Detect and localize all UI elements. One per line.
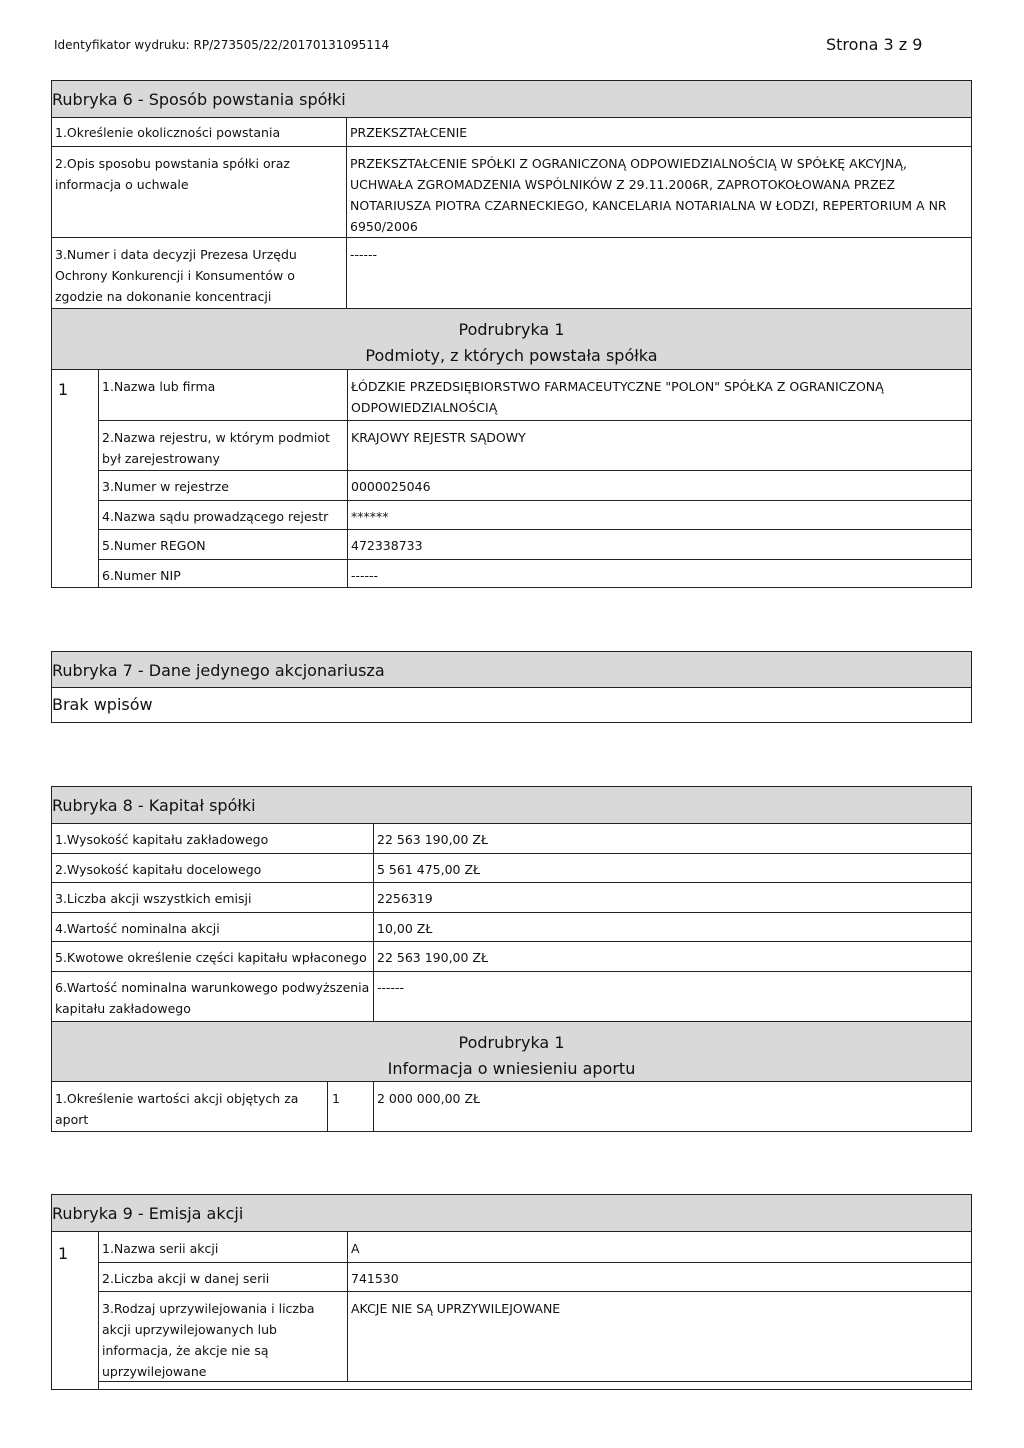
section-title: Rubryka 7 - Dane jedynego akcjonariusza (52, 652, 971, 687)
subsection-title-line-2: Podmioty, z których powstała spółka (365, 346, 658, 365)
page-number: Strona 3 z 9 (826, 35, 923, 54)
subsection-title-line-1: Podrubryka 1 (458, 1033, 565, 1052)
field-value: ------ (373, 972, 971, 1021)
table-row (52, 237, 971, 308)
field-value: 741530 (347, 1263, 971, 1291)
section-title: Rubryka 8 - Kapitał spółki (52, 787, 971, 823)
entity-number: 1 (58, 380, 69, 399)
table-row (52, 853, 971, 882)
empty-notice: Brak wpisów (52, 687, 971, 722)
section-rubryka-6 (51, 80, 972, 588)
field-label: 5.Numer REGON (102, 538, 206, 553)
subsection-title (52, 1021, 971, 1081)
section-title: Rubryka 6 - Sposób powstania spółki (52, 81, 971, 117)
field-value: ****** (347, 501, 971, 529)
field-value: ------ (346, 238, 971, 308)
field-label: 6.Numer NIP (102, 568, 181, 583)
table-row (99, 470, 971, 500)
table-row (99, 500, 971, 529)
field-value: 22 563 190,00 ZŁ (373, 942, 971, 971)
table-row (52, 882, 971, 912)
field-index: 1 (327, 1082, 373, 1131)
field-label: 2.Liczba akcji w danej serii (102, 1271, 270, 1286)
subsection-title-line-2: Informacja o wniesieniu aportu (387, 1059, 636, 1078)
field-value: AKCJE NIE SĄ UPRZYWILEJOWANE (347, 1292, 971, 1381)
field-label: 2.Wysokość kapitału docelowego (55, 862, 262, 877)
field-value: PRZEKSZTAŁCENIE (346, 118, 971, 146)
field-label: 1.Określenie okoliczności powstania (55, 125, 281, 140)
field-label: 5.Kwotowe określenie części kapitału wpłaconego (55, 950, 367, 965)
entity-fields (98, 370, 971, 587)
table-row (52, 823, 971, 853)
table-row (52, 1081, 971, 1131)
field-label: 4.Nazwa sądu prowadzącego rejestr (102, 509, 329, 524)
field-value: 10,00 ZŁ (373, 913, 971, 941)
field-value: A (347, 1232, 971, 1262)
entity-number: 1 (58, 1244, 69, 1263)
table-row (99, 1262, 971, 1291)
field-value: 2256319 (373, 883, 971, 912)
field-value: 472338733 (347, 530, 971, 559)
section-rubryka-9 (51, 1194, 972, 1390)
field-value: KRAJOWY REJESTR SĄDOWY (347, 421, 971, 470)
section-rubryka-8 (51, 786, 972, 1132)
field-label: 3.Numer w rejestrze (102, 479, 229, 494)
entity-block (52, 369, 971, 587)
field-label: 3.Rodzaj uprzywilejowania i liczba akcji uprzywilejowanych lub informacja, że akcje nie są uprzywilejowane (102, 1301, 315, 1379)
table-row (52, 971, 971, 1021)
section-title: Rubryka 9 - Emisja akcji (52, 1195, 971, 1231)
table-row (52, 146, 971, 237)
table-row (99, 370, 971, 420)
section-rubryka-7 (51, 651, 972, 723)
field-label: 3.Liczba akcji wszystkich emisji (55, 891, 252, 906)
field-value: 2 000 000,00 ZŁ (373, 1082, 971, 1131)
field-label: 1.Nazwa lub firma (102, 379, 216, 394)
print-identifier: Identyfikator wydruku: RP/273505/22/20170131095114 (54, 38, 390, 52)
field-value: PRZEKSZTAŁCENIE SPÓŁKI Z OGRANICZONĄ ODPOWIEDZIALNOŚCIĄ W SPÓŁKĘ AKCYJNĄ, UCHWAŁA ZGROMADZENIA WSPÓLNIKÓW Z 29.11.2006R, ZAPROTOKOŁOWANA PRZEZ NOTARIUSZA PIOTRA CZARNECKIEGO, KANCELARIA NOTARIALNA W ŁODZI, REPERTORIUM A NR 6950/2006 (346, 147, 971, 237)
field-label: 6.Wartość nominalna warunkowego podwyższenia kapitału zakładowego (55, 980, 370, 1016)
table-row (99, 1232, 971, 1262)
field-label: 1.Nazwa serii akcji (102, 1241, 219, 1256)
field-label: 2.Opis sposobu powstania spółki oraz informacja o uchwale (55, 156, 290, 192)
field-label: 3.Numer i data decyzji Prezesa Urzędu Ochrony Konkurencji i Konsumentów o zgodzie na dokonanie koncentracji (55, 247, 297, 304)
subsection-title-line-1: Podrubryka 1 (458, 320, 565, 339)
table-row (52, 912, 971, 941)
field-label: 1.Określenie wartości akcji objętych za aport (55, 1091, 299, 1127)
field-value: ------ (347, 560, 971, 588)
table-row (52, 117, 971, 146)
table-row (52, 941, 971, 971)
field-label: 1.Wysokość kapitału zakładowego (55, 832, 269, 847)
field-label: 2.Nazwa rejestru, w którym podmiot był zarejestrowany (102, 430, 330, 466)
field-value: 5 561 475,00 ZŁ (373, 854, 971, 882)
entity-block (52, 1231, 971, 1389)
table-row (99, 529, 971, 559)
table-row (99, 1291, 971, 1382)
field-label: 4.Wartość nominalna akcji (55, 921, 220, 936)
field-value: 0000025046 (347, 471, 971, 500)
field-value: ŁÓDZKIE PRZEDSIĘBIORSTWO FARMACEUTYCZNE "POLON" SPÓŁKA Z OGRANICZONĄ ODPOWIEDZIALNOŚCIĄ (347, 370, 971, 420)
table-row (99, 559, 971, 588)
subsection-title (52, 308, 971, 369)
field-value: 22 563 190,00 ZŁ (373, 824, 971, 853)
entity-fields (98, 1232, 971, 1389)
table-row (99, 420, 971, 470)
